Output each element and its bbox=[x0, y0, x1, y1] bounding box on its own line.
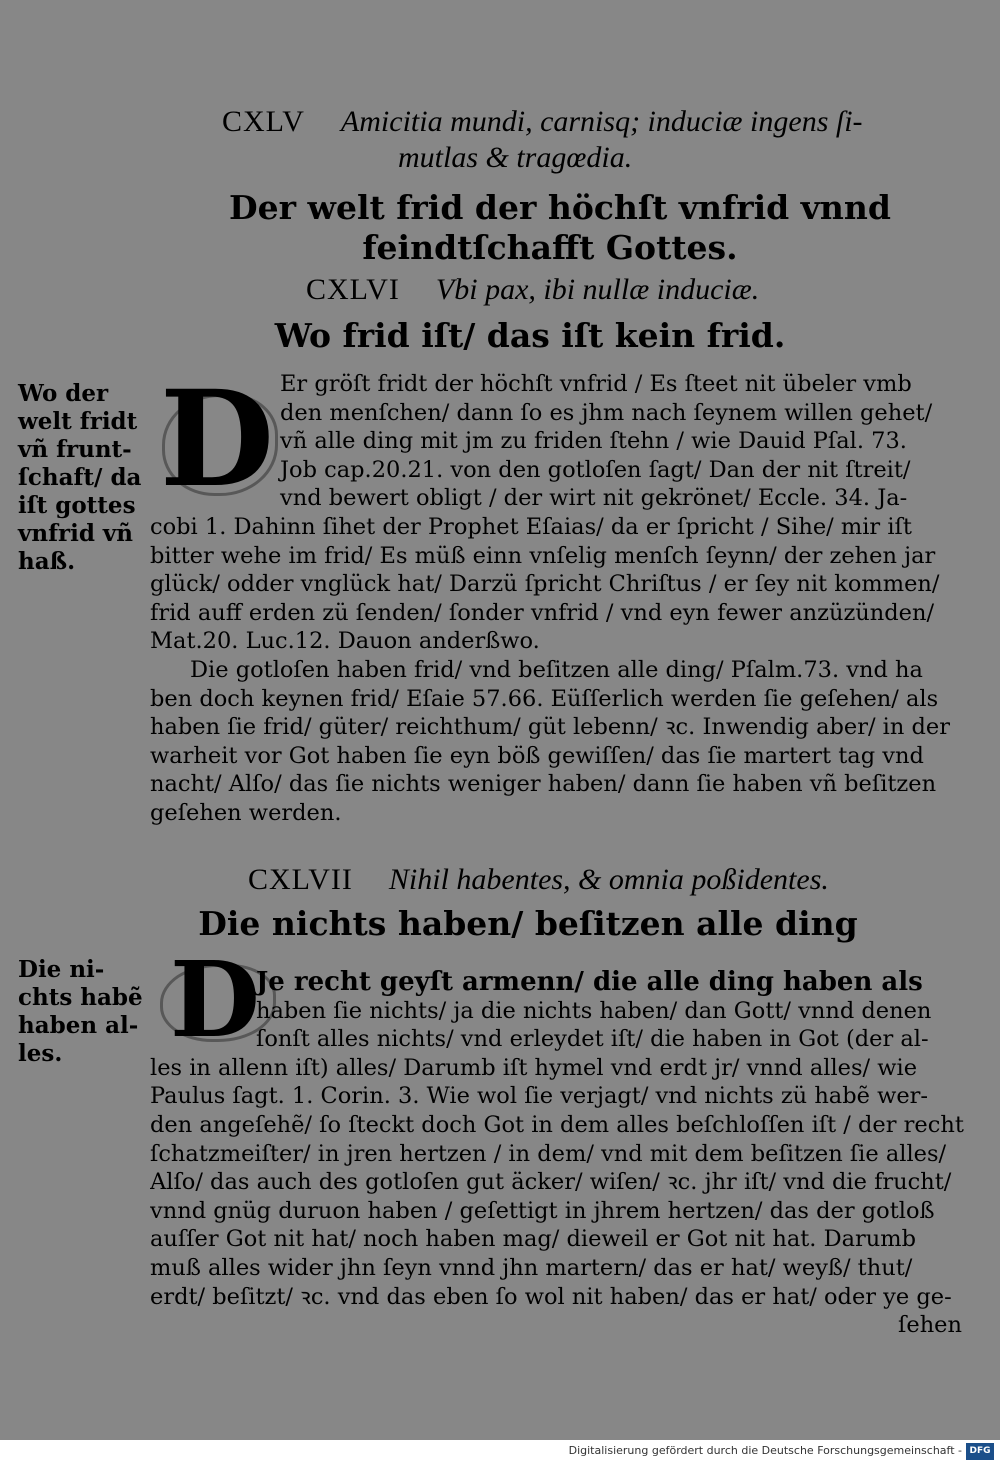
text-line: vnd bewert obligt / der wirt nit gekrönet/ Eccle. 34. Ja- bbox=[280, 485, 908, 512]
dfg-logo: DFG bbox=[966, 1443, 994, 1460]
latin-title-line: Nihil habentes, & omnia poßidentes. bbox=[388, 863, 829, 896]
text-line: ſonſt alles nichts/ vnd erleydet iſt/ die haben in Got (der al- bbox=[256, 1026, 929, 1053]
german-title-line: Die nichts haben/ beſitzen alle ding bbox=[198, 904, 858, 943]
text-line: geſehen werden. bbox=[150, 799, 342, 826]
latin-title-line: mutlas & tragœdia. bbox=[398, 141, 633, 174]
margin-note bbox=[18, 956, 148, 1068]
text-line: glück/ odder vnglück hat/ Darzü ſpricht Chriſtus / er ſey nit kommen/ bbox=[150, 571, 940, 598]
text-line: Mat.20. Luc.12. Dauon anderßwo. bbox=[150, 628, 540, 655]
section-body bbox=[150, 370, 968, 828]
text-line: Er gröſt fridt der höchſt vnfrid / Es ſteet nit übeler vmb bbox=[280, 371, 912, 397]
text-line: ſchatzmeiſter/ in jren hertzen / in dem/ vnd mit dem beſitzen ſie alles/ bbox=[150, 1140, 947, 1167]
text-line: Die gotloſen haben frid/ vnd beſitzen alle ding/ Pſalm.73. vnd ha bbox=[190, 656, 923, 683]
text-line: vnnd gnüg duruon haben / geſettigt in jhrem hertzen/ das der gotloß bbox=[150, 1197, 935, 1224]
latin-title-line: Vbi pax, ibi nullæ induciæ. bbox=[435, 273, 760, 306]
text-line: Je recht geyſt armenn/ die alle ding haben als bbox=[256, 968, 923, 997]
text-line: Paulus ſagt. 1. Corin. 3. Wie wol ſie verjagt/ vnd nichts zü habẽ wer- bbox=[150, 1083, 929, 1110]
text-line: auſſer Got nit hat/ noch haben mag/ dieweil er Got nit hat. Darumb bbox=[150, 1226, 917, 1253]
german-title-line: Der welt frid der höchſt vnfrid vnnd bbox=[229, 188, 891, 227]
german-title-line: Wo frid iſt/ das iſt kein frid. bbox=[274, 316, 786, 355]
initial-letter: D bbox=[169, 938, 261, 1061]
text-line: cobi 1. Dahinn ſihet der Prophet Eſaias/ da er ſpricht / Sihe/ mir iſt bbox=[150, 513, 912, 540]
catchword: ſehen bbox=[898, 1312, 962, 1339]
margin-note-line: haben al- bbox=[18, 1012, 139, 1039]
margin-note-line: iſt gottes bbox=[18, 492, 136, 519]
text-line: den menſchen/ dann ſo es jhm nach ſeynem willen gehet/ bbox=[280, 399, 933, 426]
section-heading-latin-continued bbox=[398, 140, 1000, 176]
section-body bbox=[150, 968, 968, 1340]
text-line: frid auff erden zü ſenden/ ſonder vnfrid / vnd eyn fewer anzüzünden/ bbox=[150, 599, 935, 626]
text-line: erdt/ beſitzt/ ꝛc. vnd das eben ſo wol nit haben/ das er hat/ oder ye ge- bbox=[150, 1283, 952, 1310]
margin-note-line: welt fridt bbox=[18, 408, 138, 435]
section-number: CXLV bbox=[222, 105, 305, 138]
text-line: muß alles wider jhn ſeyn vnnd jhn martern/ das er hat/ weyß/ thut/ bbox=[150, 1254, 913, 1281]
text-line: vñ alle ding mit jm zu friden ſtehn / wie Dauid Pſal. 73. bbox=[280, 428, 907, 455]
funding-notice: Digitalisierung gefördert durch die Deutsche Forschungsgemeinschaft - bbox=[568, 1444, 962, 1457]
initial-letter: D bbox=[159, 362, 275, 517]
text-line: ben doch keynen frid/ Eſaie 57.66. Eüſſerlich werden ſie geſehen/ als bbox=[150, 685, 939, 712]
section-heading-latin bbox=[222, 104, 882, 140]
text-line: Job cap.20.21. von den gotloſen ſagt/ Dan der nit ſtreit/ bbox=[280, 456, 911, 483]
margin-note-line: chts habẽ bbox=[18, 984, 143, 1011]
margin-note-line: ſchaft/ da bbox=[18, 464, 142, 491]
margin-note bbox=[18, 380, 148, 576]
text-line: den angeſehẽ/ ſo ſteckt doch Got in dem alles beſchloſſen iſt / der recht bbox=[150, 1111, 964, 1138]
margin-note-line: haß. bbox=[18, 548, 76, 575]
text-line: haben ſie frid/ güter/ reichthum/ güt lebenn/ ꝛc. Inwendig aber/ in der bbox=[150, 714, 950, 741]
margin-note-line: vnfrid vñ bbox=[18, 520, 134, 547]
margin-note-line: Die ni- bbox=[18, 956, 105, 983]
text-line: les in allenn iſt) alles/ Darumb iſt hymel vnd erdt jr/ vnnd alles/ wie bbox=[150, 1054, 918, 1081]
text-line: Alſo/ das auch des gotloſen gut äcker/ wiſen/ ꝛc. jhr iſt/ vnd die frucht/ bbox=[150, 1169, 952, 1196]
section-number: CXLVII bbox=[248, 863, 353, 896]
section-heading-latin bbox=[306, 272, 966, 308]
section-heading-latin bbox=[248, 862, 908, 898]
margin-note-line: Wo der bbox=[18, 380, 109, 407]
text-line: haben ſie nichts/ ja die nichts haben/ dan Gott/ vnnd denen bbox=[256, 997, 932, 1024]
text-line: bitter wehe im frid/ Es müß einn vnſelig menſch ſeynn/ der zehen jar bbox=[150, 542, 936, 569]
german-title-line: feindtſchafft Gottes. bbox=[362, 228, 738, 267]
latin-title-line: Amicitia mundi, carnisq; induciæ ingens ſi- bbox=[340, 105, 863, 138]
margin-note-line: les. bbox=[18, 1040, 63, 1067]
text-line: nacht/ Alſo/ das ſie nichts weniger haben/ dann ſie haben vñ beſitzen bbox=[150, 771, 937, 798]
text-line: warheit vor Got haben ſie eyn böß gewiſſen/ das ſie martert tag vnd bbox=[150, 742, 924, 769]
margin-note-line: vñ frunt- bbox=[18, 436, 132, 463]
footer-bar bbox=[0, 1440, 1000, 1464]
section-number: CXLVI bbox=[306, 273, 400, 306]
